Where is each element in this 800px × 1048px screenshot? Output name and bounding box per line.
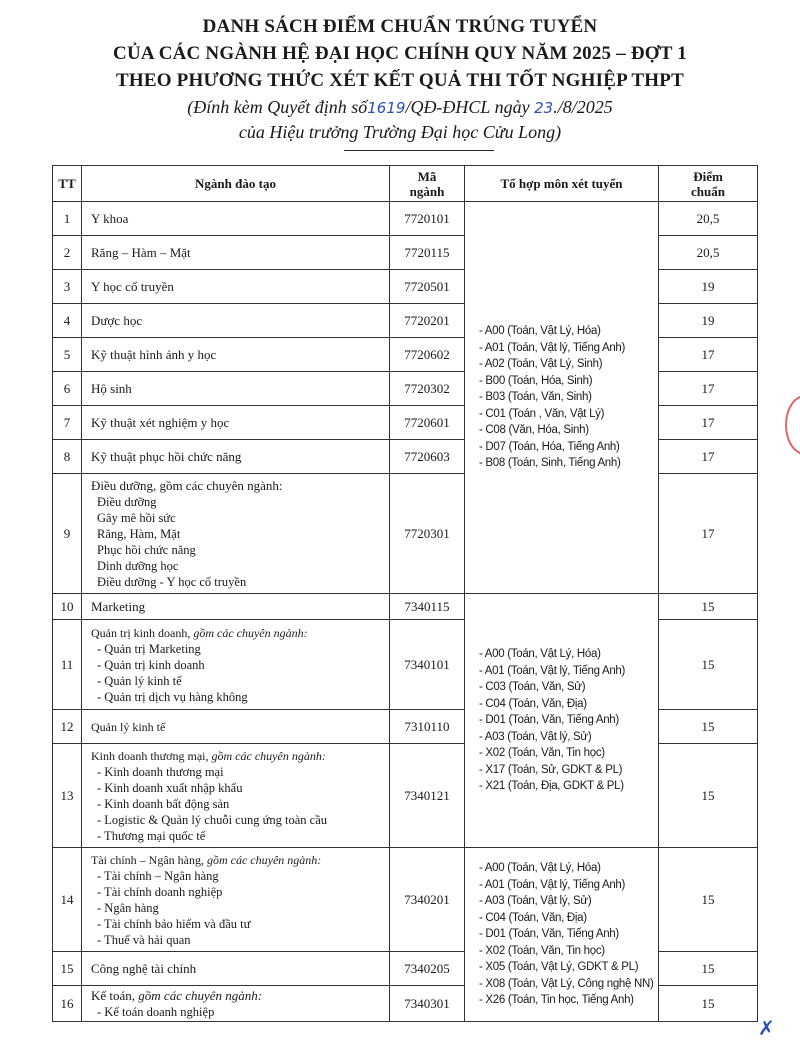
row-tt: 11 (53, 620, 82, 710)
row-major: Kỹ thuật phục hồi chức năng (82, 440, 390, 474)
row-major: Kinh doanh thương mại, gồm các chuyên ngành: - Kinh doanh thương mại - Kinh doanh xuất nhập khẩu - Kinh doanh bất động sản - Logistic & Quản lý chuỗi cung ứng toàn cầu - Thương mại quốc tế (82, 744, 390, 848)
header-code: Mã ngành (390, 166, 465, 202)
signer-line: của Hiệu trưởng Trường Đại học Cửu Long) (238, 122, 562, 142)
combo-group-health: - A00 (Toán, Vật Lý, Hóa) - A01 (Toán, Vật lý, Tiếng Anh) - A02 (Toán, Vật Lý, Sinh) - B00 (Toán, Hóa, Sinh) - B03 (Toán, Văn, Sinh) - C01 (Toán , Văn, Vật Lý) - C08 (Văn, Hóa, Sinh) - D07 (Toán, Hóa, Tiếng Anh) - B08 (Toán, Sinh, Tiếng Anh) (465, 202, 659, 594)
row-major: Y học cổ truyền (82, 270, 390, 304)
row-tt: 14 (53, 848, 82, 952)
row-major: Quản lý kinh tế (82, 710, 390, 744)
row-score: 20,5 (659, 202, 758, 236)
row-major: Hộ sinh (82, 372, 390, 406)
row-code: 7340205 (390, 952, 465, 986)
row-code: 7310110 (390, 710, 465, 744)
row-score: 15 (659, 710, 758, 744)
signature-mark-icon: ✗ (758, 1016, 775, 1040)
row-tt: 16 (53, 986, 82, 1022)
title-line-3: THEO PHƯƠNG THỨC XÉT KẾT QUẢ THI TỐT NGHIỆP THPT (116, 70, 684, 91)
title-line-2: CỦA CÁC NGÀNH HỆ ĐẠI HỌC CHÍNH QUY NĂM 2025 – ĐỢT 1 (113, 43, 687, 64)
decision-day: 23 (534, 99, 554, 117)
row-score: 15 (659, 848, 758, 952)
header-score: Điểm chuẩn (659, 166, 758, 202)
row-score: 15 (659, 620, 758, 710)
row-score: 17 (659, 338, 758, 372)
row-code: 7720201 (390, 304, 465, 338)
row-code: 7720301 (390, 474, 465, 594)
row-code: 7720302 (390, 372, 465, 406)
row-tt: 4 (53, 304, 82, 338)
decision-mid: /QĐ-ĐHCL ngày (405, 97, 535, 117)
row-tt: 12 (53, 710, 82, 744)
row-major: Tài chính – Ngân hàng, gồm các chuyên ngành: - Tài chính – Ngân hàng - Tài chính doanh nghiệp - Ngân hàng - Tài chính bảo hiểm và đầu tư - Thuế và hải quan (82, 848, 390, 952)
row-code: 7720602 (390, 338, 465, 372)
row-major: Marketing (82, 594, 390, 620)
row-score: 15 (659, 952, 758, 986)
row-score: 19 (659, 304, 758, 338)
row-score: 17 (659, 474, 758, 594)
row-major: Kỹ thuật hình ảnh y học (82, 338, 390, 372)
row-tt: 6 (53, 372, 82, 406)
row-code: 7720603 (390, 440, 465, 474)
row-score: 17 (659, 372, 758, 406)
table-header-row (53, 166, 758, 202)
row-code: 7340115 (390, 594, 465, 620)
row-major: Dược học (82, 304, 390, 338)
row-tt: 13 (53, 744, 82, 848)
header-major: Ngành đào tạo (82, 166, 390, 202)
row-major: Quản trị kinh doanh, gồm các chuyên ngành: - Quản trị Marketing - Quản trị kinh doanh - Quản lý kinh tế - Quản trị dịch vụ hàng không (82, 620, 390, 710)
row-tt: 9 (53, 474, 82, 594)
row-major: Kế toán, gồm các chuyên ngành: - Kế toán doanh nghiệp (82, 986, 390, 1022)
decision-number: 1619 (367, 99, 406, 117)
row-code: 7720115 (390, 236, 465, 270)
row-code: 7720101 (390, 202, 465, 236)
row-score: 17 (659, 440, 758, 474)
row-tt: 5 (53, 338, 82, 372)
decision-date: ./8/2025 (553, 97, 613, 117)
row-code: 7340301 (390, 986, 465, 1022)
red-stamp-edge (785, 395, 800, 455)
row-tt: 15 (53, 952, 82, 986)
row-tt: 3 (53, 270, 82, 304)
title-underline (344, 150, 494, 151)
decision-prefix: (Đính kèm Quyết định số (187, 97, 368, 117)
row-tt: 2 (53, 236, 82, 270)
table-row (53, 594, 758, 620)
row-score: 20,5 (659, 236, 758, 270)
row-code: 7340201 (390, 848, 465, 952)
row-score: 15 (659, 594, 758, 620)
row-code: 7720501 (390, 270, 465, 304)
table-row (53, 848, 758, 952)
row-code: 7340101 (390, 620, 465, 710)
row-score: 15 (659, 986, 758, 1022)
row-code: 7340121 (390, 744, 465, 848)
row-tt: 7 (53, 406, 82, 440)
row-major: Kỹ thuật xét nghiệm y học (82, 406, 390, 440)
row-tt: 8 (53, 440, 82, 474)
row-score: 17 (659, 406, 758, 440)
combo-group-business: - A00 (Toán, Vật Lý, Hóa) - A01 (Toán, Vật lý, Tiếng Anh) - C03 (Toán, Văn, Sử) - C04 (Toán, Văn, Địa) - D01 (Toán, Văn, Tiếng Anh) - A03 (Toán, Vật lý, Sử) - X02 (Toán, Văn, Tin học) - X17 (Toán, Sử, GDKT & PL) - X21 (Toán, Địa, GDKT & PL) (465, 594, 659, 848)
admission-score-table (52, 165, 758, 1022)
row-major: Y khoa (82, 202, 390, 236)
row-major: Công nghệ tài chính (82, 952, 390, 986)
row-major: Răng – Hàm – Mặt (82, 236, 390, 270)
row-code: 7720601 (390, 406, 465, 440)
row-score: 15 (659, 744, 758, 848)
combo-group-finance: - A00 (Toán, Vật Lý, Hóa) - A01 (Toán, Vật lý, Tiếng Anh) - A03 (Toán, Vật lý, Sử) - C04 (Toán, Văn, Địa) - D01 (Toán, Văn, Tiếng Anh) - X02 (Toán, Văn, Tin học) - X05 (Toán, Vật Lý, GDKT & PL) - X08 (Toán, Vật Lý, Công nghệ NN) - X26 (Toán, Tin học, Tiếng Anh) (465, 848, 659, 1022)
row-major: Điều dưỡng, gồm các chuyên ngành: Điều dưỡng Gây mê hồi sức Răng, Hàm, Mặt Phục hồi chức năng Dinh dưỡng học Điều dưỡng - Y học cổ truyền (82, 474, 390, 594)
table-row (53, 202, 758, 236)
title-line-1: DANH SÁCH ĐIỂM CHUẨN TRÚNG TUYỂN (202, 16, 598, 37)
header-combination: Tổ hợp môn xét tuyển (465, 166, 659, 202)
row-score: 19 (659, 270, 758, 304)
decision-reference (0, 97, 800, 118)
row-tt: 1 (53, 202, 82, 236)
header-tt: TT (53, 166, 82, 202)
row-tt: 10 (53, 594, 82, 620)
